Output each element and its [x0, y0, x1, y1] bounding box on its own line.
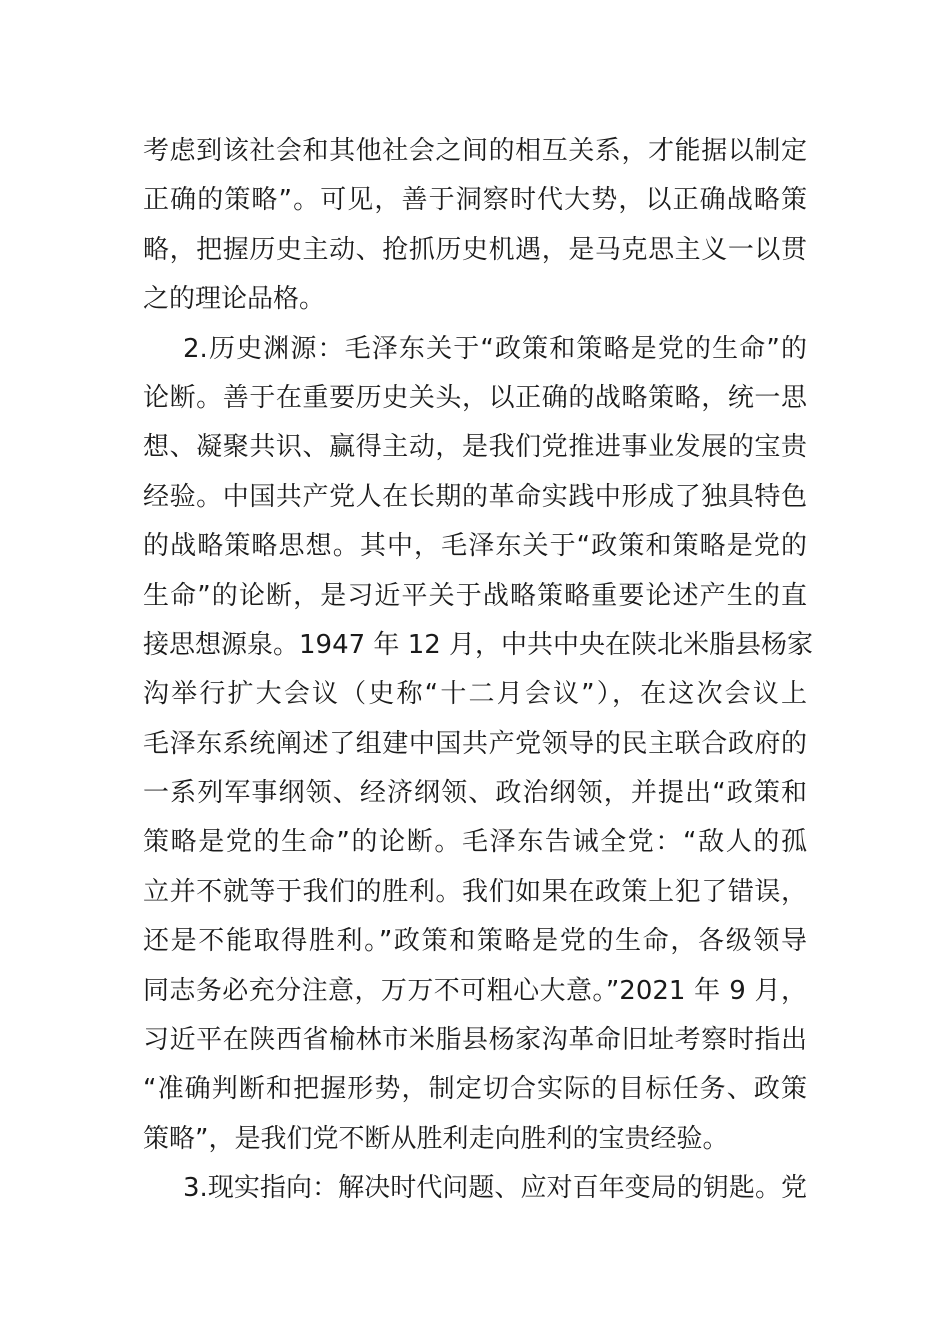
text-line: 策略是党的生命”的论断。毛泽东告诫全党：“敌人的孤 — [143, 827, 807, 858]
text-line: 策略”，是我们党不断从胜利走向胜利的宝贵经验。 — [143, 1123, 729, 1154]
text-line: 接思想源泉。1947 年 12 月，中共中央在陕北米脂县杨家 — [143, 629, 814, 660]
text-line: 正确的策略”。可见，善于洞察时代大势，以正确战略策 — [143, 185, 807, 216]
text-line: 想、凝聚共识、赢得主动，是我们党推进事业发展的宝贵 — [143, 432, 807, 463]
text-line: 考虑到该社会和其他社会之间的相互关系，才能据以制定 — [143, 136, 807, 166]
text-line: 生命”的论断，是习近平关于战略策略重要论述产生的直 — [143, 580, 807, 611]
body-text — [143, 127, 814, 1214]
text-line: 立并不就等于我们的胜利。我们如果在政策上犯了错误， — [143, 876, 807, 907]
text-line: 经验。中国共产党人在长期的革命实践中形成了独具特色 — [143, 481, 807, 512]
text-line: 还是不能取得胜利。”政策和策略是党的生命，各级领导 — [143, 926, 807, 957]
text-line: 习近平在陕西省榆林市米脂县杨家沟革命旧址考察时指出 — [143, 1025, 807, 1056]
text-line: 同志务必充分注意，万万不可粗心大意。”2021 年 9 月， — [143, 975, 807, 1006]
text-line: 之的理论品格。 — [143, 284, 326, 315]
section-heading-line: 3.现实指向：解决时代问题、应对百年变局的钥匙。党 — [183, 1173, 807, 1204]
text-line: 略，把握历史主动、抢抓历史机遇，是马克思主义一以贯 — [143, 234, 807, 265]
text-line: 沟举行扩大会议（史称“十二月会议”），在这次会议上 — [143, 679, 807, 710]
text-line: 的战略策略思想。其中，毛泽东关于“政策和策略是党的 — [143, 531, 807, 562]
text-line: 毛泽东系统阐述了组建中国共产党领导的民主联合政府的 — [143, 728, 807, 759]
text-line: 论断。善于在重要历史关头，以正确的战略策略，统一思 — [143, 382, 807, 413]
text-line: 一系列军事纲领、经济纲领、政治纲领，并提出“政策和 — [143, 778, 807, 809]
section-heading-line: 2.历史渊源：毛泽东关于“政策和策略是党的生命”的 — [183, 333, 807, 364]
text-line: “准确判断和把握形势，制定切合实际的目标任务、政策 — [143, 1074, 807, 1105]
